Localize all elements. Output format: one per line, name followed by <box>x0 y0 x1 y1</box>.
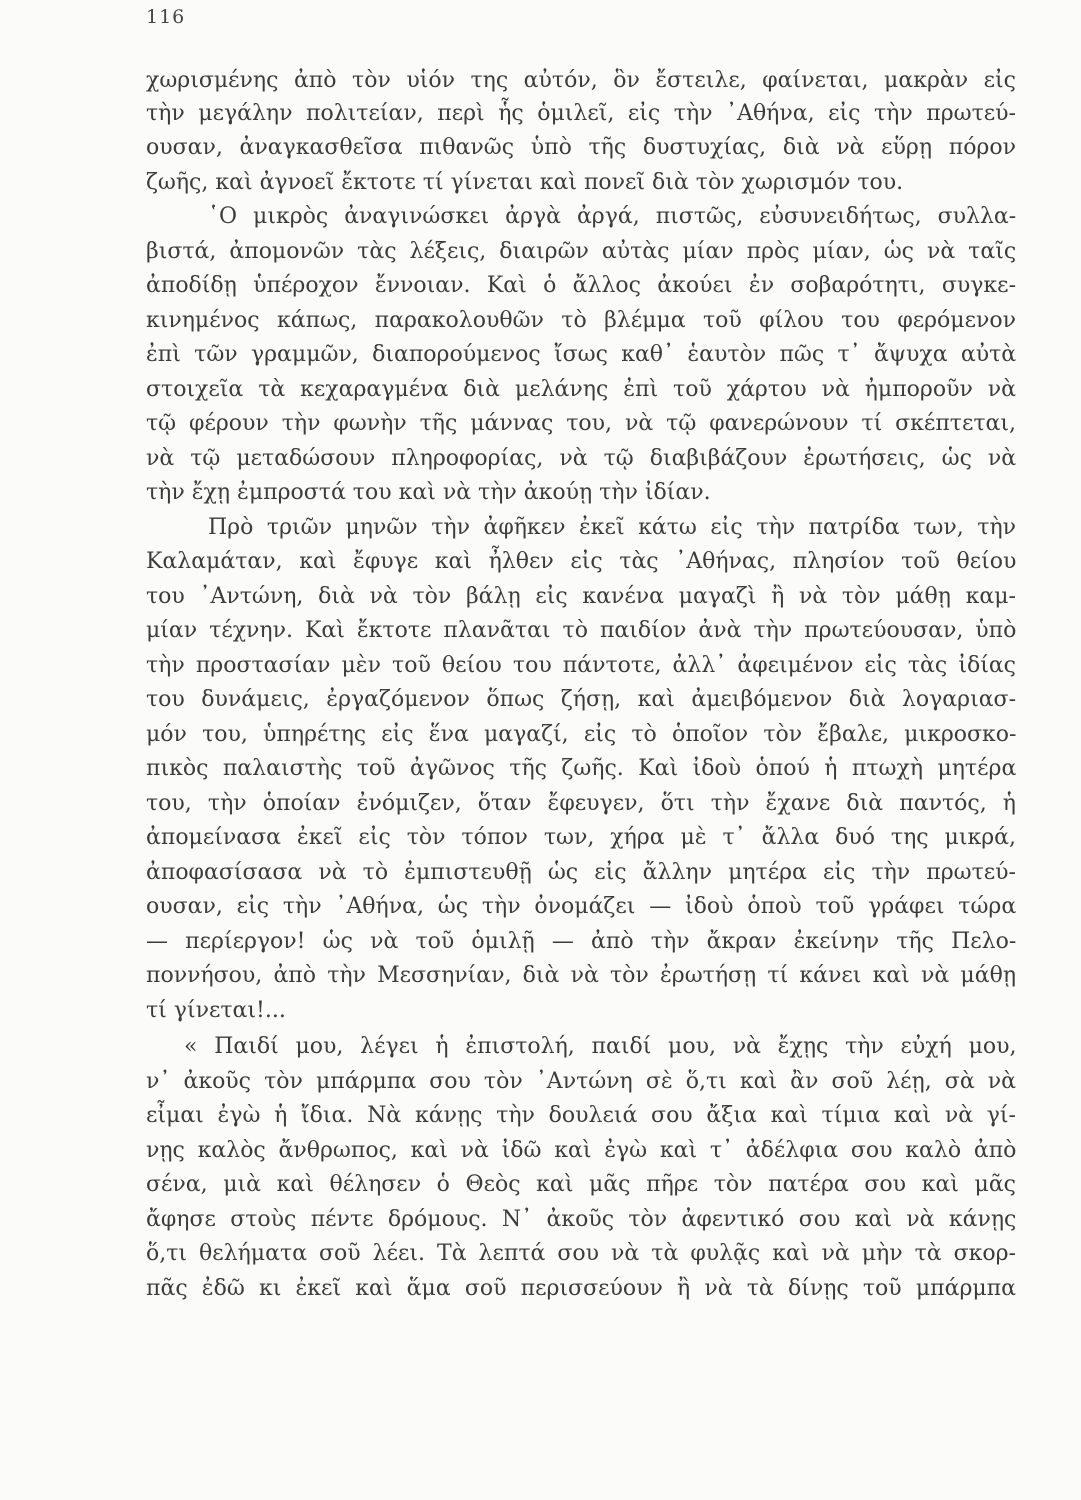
text-line: εἶμαι ἐγὼ ἡ ἴδια. Νὰ κάνῃς τὴν δουλειά σου ἄξια καὶ τίμια καὶ νὰ γί- <box>146 1103 1016 1128</box>
text-line: τὴν μεγάλην πολιτείαν, περὶ ἧς ὁμιλεῖ, εἰς τὴν ᾿Αθήνα, εἰς τὴν πρωτεύ- <box>146 101 1016 126</box>
text-line: ποννήσου, ἀπὸ τὴν Μεσσηνίαν, διὰ νὰ τὸν ἐρωτήσῃ τί κάνει καὶ νὰ μάθῃ <box>146 963 1016 988</box>
text-line: του ᾿Αντώνη, διὰ νὰ τὸν βάλῃ εἰς κανένα μαγαζὶ ἢ νὰ τὸν μάθῃ καμ- <box>146 584 1016 609</box>
text-line: Καλαμάταν, καὶ ἔφυγε καὶ ἦλθεν εἰς τὰς ᾿Αθήνας, πλησίον τοῦ θείου <box>146 549 1017 574</box>
text-line: ουσαν, ἀναγκασθεῖσα πιθανῶς ὑπὸ τῆς δυστυχίας, διὰ νὰ εὕρῃ πόρον <box>146 135 1016 160</box>
text-line: ζωῆς, καὶ ἀγνοεῖ ἔκτοτε τί γίνεται καὶ πονεῖ διὰ τὸν χωρισμόν του. <box>146 170 904 195</box>
text-line: μόν του, ὑπηρέτης εἰς ἕνα μαγαζί, εἰς τὸ ὁποῖον τὸν ἔβαλε, μικροσκο- <box>146 722 1017 747</box>
text-line: τῷ φέρουν τὴν φωνὴν τῆς μάννας του, νὰ τῷ φανερώνουν τί σκέπτεται, <box>146 411 1016 436</box>
text-line: μίαν τέχνην. Καὶ ἔκτοτε πλανᾶται τὸ παιδίον ἀνὰ τὴν πρωτεύουσαν, ὑπὸ <box>146 618 1017 643</box>
text-line: ῾Ο μικρὸς ἀναγινώσκει ἀργὰ ἀργά, πιστῶς, εὐσυνειδήτως, συλλα- <box>208 204 1017 229</box>
text-line: ουσαν, εἰς τὴν ᾿Αθήνα, ὡς τὴν ὀνομάζει — ἰδοὺ ὁποὺ τοῦ γράφει τώρα <box>146 894 1017 919</box>
text-line: ἀποφασίσασα νὰ τὸ ἐμπιστευθῇ ὡς εἰς ἄλλην μητέρα εἰς τὴν πρωτεύ- <box>146 860 1016 885</box>
text-line: Πρὸ τριῶν μηνῶν τὴν ἀφῆκεν ἐκεῖ κάτω εἰς τὴν πατρίδα των, τὴν <box>208 515 1016 540</box>
text-line: πικὸς παλαιστὴς τοῦ ἀγῶνος τῆς ζωῆς. Καὶ ἰδοὺ ὁπού ἡ πτωχὴ μητέρα <box>146 756 1017 781</box>
text-line: τὴν προστασίαν μὲν τοῦ θείου του πάντοτε, ἀλλ᾿ ἀφειμένον εἰς τὰς ἰδίας <box>146 653 1016 678</box>
text-line: ν᾿ ἀκοῦς τὸν μπάρμπα σου τὸν ᾿Αντώνη σὲ ὅ,τι καὶ ἂν σοῦ λέῃ, σὰ νὰ <box>146 1069 1016 1094</box>
text-line: βιστά, ἀπομονῶν τὰς λέξεις, διαιρῶν αὐτὰς μίαν πρὸς μίαν, ὡς νὰ ταῖς <box>146 239 1017 264</box>
text-line: τί γίνεται!... <box>146 998 286 1023</box>
text-line: του δυνάμεις, ἐργαζόμενον ὅπως ζήσῃ, καὶ ἀμειβόμενον διὰ λογαριασ- <box>146 687 1016 712</box>
text-line: ἐπὶ τῶν γραμμῶν, διαπορούμενος ἴσως καθ᾿ ἑαυτὸν πῶς τ᾿ ἄψυχα αὐτὰ <box>146 342 1017 367</box>
text-line: σένα, μιὰ καὶ θέλησεν ὁ Θεὸς καὶ μᾶς πῆρε τὸν πατέρα σου καὶ μᾶς <box>146 1172 1016 1197</box>
text-line: νῃς καλὸς ἄνθρωπος, καὶ νὰ ἰδῶ καὶ ἐγὼ καὶ τ᾿ ἀδέλφια σου καλὸ ἀπὸ <box>146 1138 1017 1163</box>
text-line: ἀπομείνασα ἐκεῖ εἰς τὸν τόπον των, χήρα μὲ τ᾿ ἄλλα δυό της μικρά, <box>146 825 1016 850</box>
text-line: τὴν ἔχῃ ἐμπροστά του καὶ νὰ τὴν ἀκούῃ τὴν ἰδίαν. <box>146 480 711 505</box>
page-number: 116 <box>146 6 186 28</box>
text-line: χωρισμένης ἀπὸ τὸν υἱόν της αὐτόν, ὃν ἔστειλε, φαίνεται, μακρὰν εἰς <box>146 68 1016 93</box>
text-line: « Παιδί μου, λέγει ἡ ἐπιστολή, παιδί μου, νὰ ἔχῃς τὴν εὐχή μου, <box>184 1034 1017 1059</box>
text-line: στοιχεῖα τὰ κεχαραγμένα διὰ μελάνης ἐπὶ τοῦ χάρτου νὰ ἠμποροῦν νὰ <box>146 377 1016 402</box>
text-line: του, τὴν ὁποίαν ἐνόμιζεν, ὅταν ἔφευγεν, ὅτι τὴν ἔχανε διὰ παντός, ἡ <box>146 791 1016 816</box>
text-line: πᾶς ἐδῶ κι ἐκεῖ καὶ ἅμα σοῦ περισσεύουν ἢ νὰ τὰ δίνῃς τοῦ μπάρμπα <box>146 1276 1016 1301</box>
text-line: — περίεργον! ὡς νὰ τοῦ ὁμιλῇ — ἀπὸ τὴν ἄκραν ἐκείνην τῆς Πελο- <box>146 929 1017 954</box>
text-line: κινημένος κάπως, παρακολουθῶν τὸ βλέμμα τοῦ φίλου του φερόμενον <box>146 308 1016 333</box>
text-line: ὅ,τι θελήματα σοῦ λέει. Τὰ λεπτά σου νὰ τὰ φυλᾷς καὶ νὰ μὴν τὰ σκορ- <box>146 1241 1016 1266</box>
text-line: ἄφησε στοὺς πέντε δρόμους. Ν᾿ ἀκοῦς τὸν ἀφεντικό σου καὶ νὰ κάνῃς <box>146 1207 1017 1232</box>
text-line: νὰ τῷ μεταδώσουν πληροφορίας, νὰ τῷ διαβιβάζουν ἐρωτήσεις, ὡς νὰ <box>146 446 1017 471</box>
text-line: ἀποδίδῃ ὑπέροχον ἔννοιαν. Καὶ ὁ ἄλλος ἀκούει ἐν σοβαρότητι, συγκε- <box>146 273 1016 298</box>
